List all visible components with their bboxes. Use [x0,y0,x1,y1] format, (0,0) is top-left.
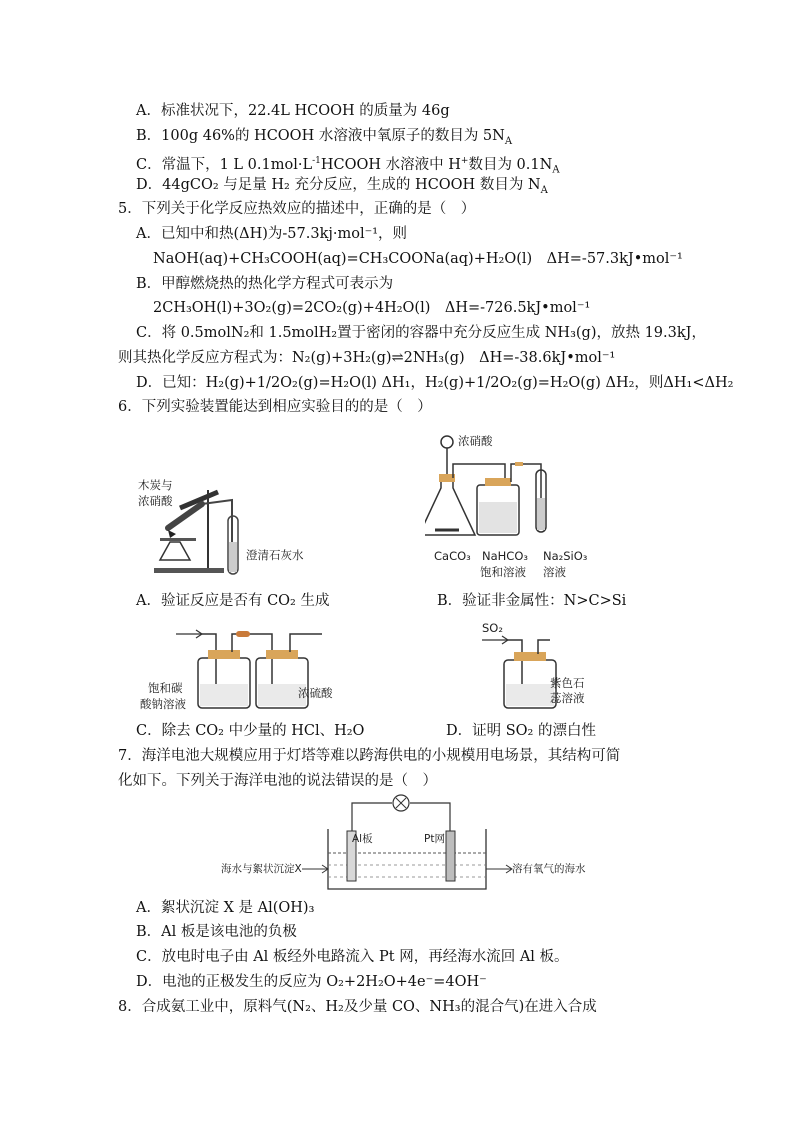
figure-d-label-1: 紫色石 [550,676,585,690]
q4-option-d [136,175,548,201]
q6-option-d: D．证明 SO₂ 的漂白性 [446,723,596,739]
figure-c-label-3: 浓硫酸 [298,686,333,700]
left-arrow-icon [300,862,330,876]
q4-option-c-sup: -1 [312,156,321,166]
q4-option-c-sup2: + [460,156,469,166]
figure-d-gas-label: SO₂ [482,621,503,635]
q7-option-c: C．放电时电子由 Al 板经外电路流入 Pt 网，再经海水流回 Al 板。 [136,949,569,965]
q4-option-b-sub: A [504,135,513,147]
q5-option-d: D．已知：H₂(g)+1/2O₂(g)=H₂O(l) ΔH₁，H₂(g)+1/2O₂(g)=H₂O(g) ΔH₂，则ΔH₁<ΔH₂ [136,375,734,391]
figure-b-solution: 溶液 [543,565,566,579]
figure-a-apparatus [140,478,280,578]
figure-b-saturated: 饱和溶液 [480,565,526,579]
q5-option-c-line2: 则其热化学反应方程式为：N₂(g)+3H₂(g)⇌2NH₃(g) ΔH=-38.6kJ•mol⁻¹ [118,350,616,366]
q7-option-d: D．电池的正极发生的反应为 O₂+2H₂O+4e⁻=4OH⁻ [136,974,487,990]
q4-option-c-text: C．常温下，1 L 0.1mol·L [136,156,313,173]
q4-option-d-text: D．44gCO₂ 与足量 H₂ 充分反应，生成的 HCOOH 数目为 N [136,177,541,193]
figure-a-label-1: 木炭与 [138,478,173,492]
q4-option-b [136,126,512,152]
q6-option-c: C．除去 CO₂ 中少量的 HCl、H₂O [136,723,365,739]
q4-option-c-text2: HCOOH 水溶液中 H [320,156,461,173]
q7-stem-line1: 7．海洋电池大规模应用于灯塔等难以跨海供电的小规模用电场景，其结构可简 [118,748,621,764]
sea-battery-pt-label: Pt网 [424,833,445,845]
q4-option-a: A．标准状况下，22.4L HCOOH 的质量为 46g [136,103,450,119]
q6-option-a: A．验证反应是否有 CO₂ 生成 [136,593,330,609]
figure-b-nahco3: NaHCO₃ [482,549,528,563]
q5-option-b-line2: 2CH₃OH(l)+3O₂(g)=2CO₂(g)+4H₂O(l) ΔH=-726.5kJ•mol⁻¹ [153,300,591,316]
q7-stem-line2: 化如下。下列关于海洋电池的说法错误的是（ ） [118,773,437,789]
q4-option-c-sub: A [552,164,560,176]
q7-option-b: B．Al 板是该电池的负极 [136,924,297,940]
q6-option-b: B．验证非金属性：N>C>Si [437,593,627,609]
q5-option-a-line2: NaOH(aq)+CH₃COOH(aq)=CH₃COONa(aq)+H₂O(l) ΔH=-57.3kJ•mol⁻¹ [153,251,683,267]
sea-battery-al-label: Al板 [352,833,373,845]
q4-option-c-text3: 数目为 0.1N [468,156,553,173]
right-arrow-icon [484,862,514,876]
q5-option-b-line1: B．甲醇燃烧热的热化学方程式可表示为 [136,276,394,292]
figure-b-na2sio3: Na₂SiO₃ [543,549,588,563]
figure-b-acid-label: 浓硝酸 [458,434,493,448]
q5-stem: 5．下列关于化学反应热效应的描述中，正确的是（ ） [118,201,476,217]
figure-b-caco3: CaCO₃ [434,549,471,563]
sea-battery-right-label: 溶有氧气的海水 [512,863,586,875]
sea-battery-left-label: 海水与絮状沉淀X [221,863,302,875]
q4-option-d-sub: A [540,184,548,196]
q4-option-b-text: B．100g 46%的 HCOOH 水溶液中氧原子的数目为 5N [136,128,505,144]
figure-c-label-2: 酸钠溶液 [140,697,186,711]
figure-a-label-2: 浓硝酸 [138,494,173,508]
q5-option-c-line1: C．将 0.5molN₂和 1.5molH₂置于密闭的容器中充分反应生成 NH₃(g)，放热 19.3kJ， [136,325,706,341]
figure-c-label-1: 饱和碳 [148,681,183,695]
q6-stem: 6．下列实验装置能达到相应实验目的的是（ ） [118,399,432,415]
figure-b-apparatus [425,430,565,545]
q7-option-a: A．絮状沉淀 X 是 Al(OH)₃ [136,900,315,916]
figure-a-label-limewater: 澄清石灰水 [246,548,304,562]
q5-option-a-line1: A．已知中和热(ΔH)为-57.3kj·mol⁻¹，则 [136,226,408,242]
figure-d-label-2: 蕊溶液 [550,691,585,705]
q8-stem: 8．合成氨工业中，原料气(N₂、H₂及少量 CO、NH₃的混合气)在进入合成 [118,999,597,1015]
sea-battery-diagram [320,793,495,895]
